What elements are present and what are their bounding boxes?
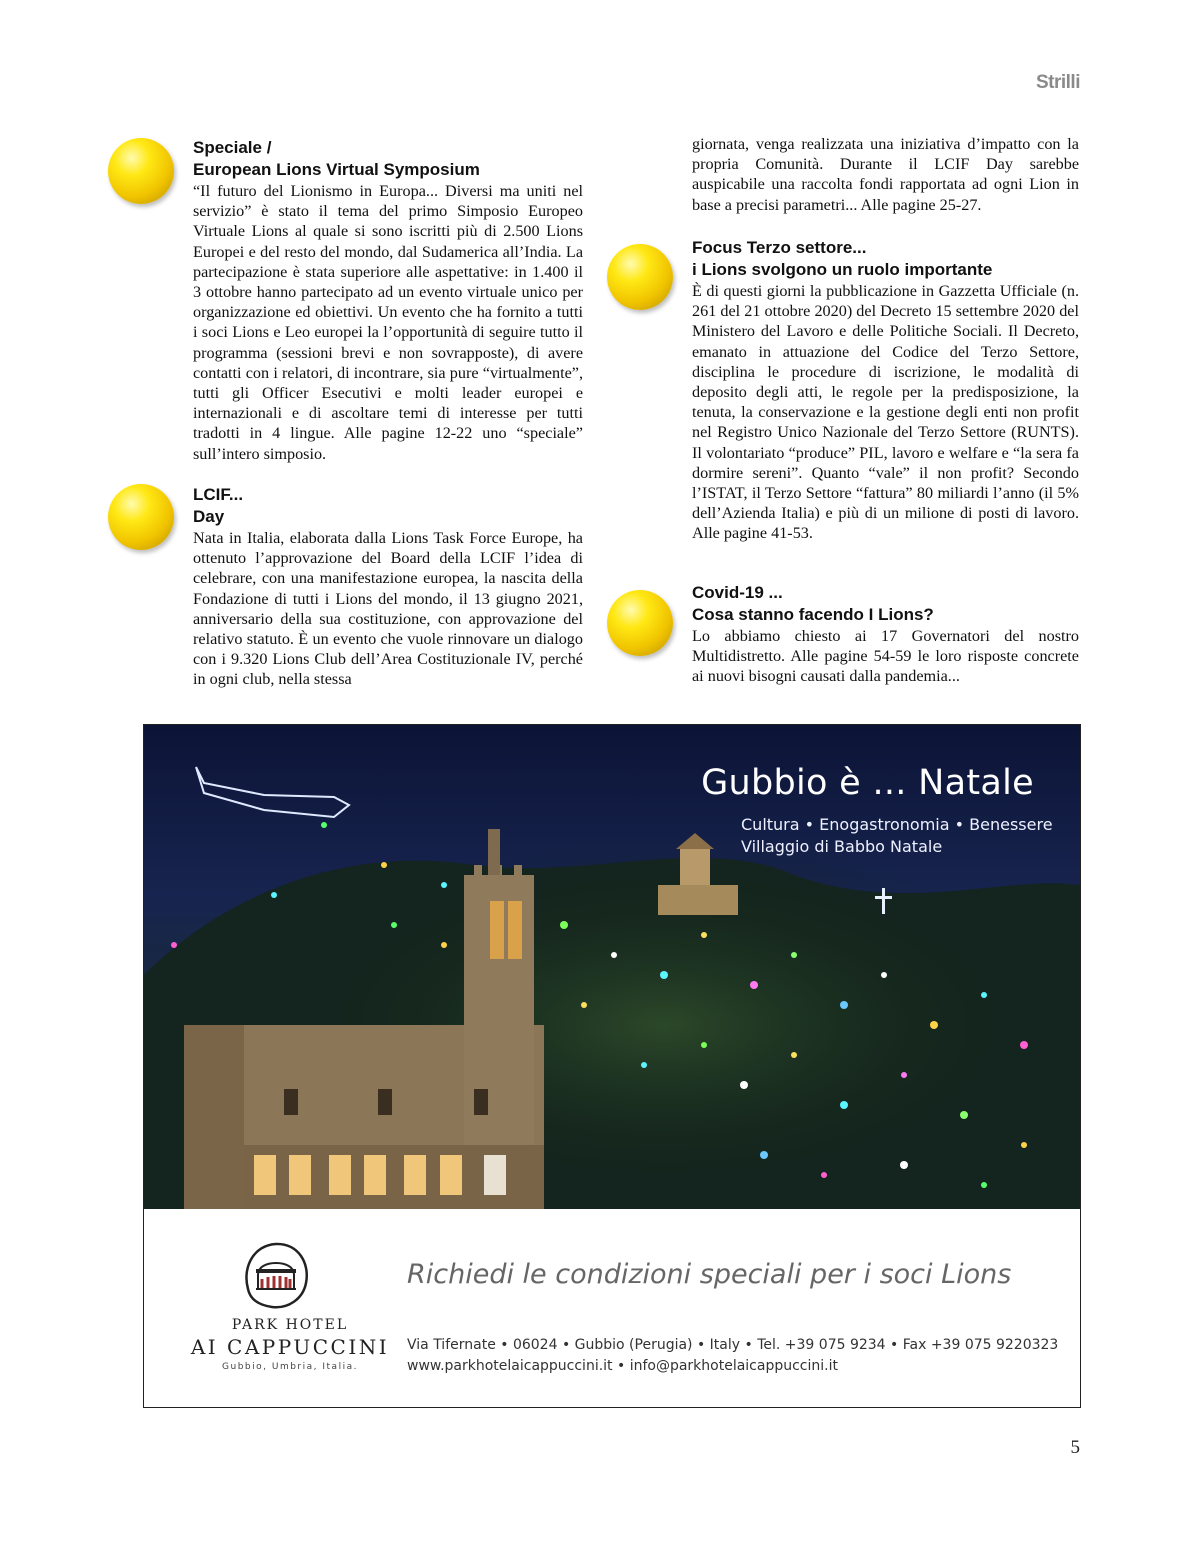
yellow-bullet-icon [607,590,673,656]
article-kicker: Covid-19 ... [692,583,783,602]
hotel-advertisement [143,724,1081,1408]
yellow-bullet-icon [108,138,174,204]
article-kicker: Focus Terzo settore... [692,238,867,257]
yellow-bullet-icon [108,484,174,550]
ad-slogan: Richiedi le condizioni speciali per i soci Lions [407,1259,1012,1290]
article-title: Day [193,507,225,526]
hotel-logo-icon [236,1237,316,1317]
hotel-name: PARK HOTEL [231,1317,349,1333]
ad-subtitle: Villaggio di Babbo Natale [741,837,943,856]
article-covid [692,582,1079,687]
article-lcif-day-continuation [692,134,1079,215]
article-speciale [193,137,583,464]
article-body: È di questi giorni la pubblicazione in Gazzetta Ufficiale (n. 261 del 21 ottobre 2020) del Decreto 15 settembre 2020 del Ministero del Lavoro e delle Politiche Sociali. Il Decreto, emanato in attuazione del Codice del Terzo Settore, disciplina le procedure di iscrizione, le modalità di deposito degli atti, le regole per la predisposizione, la tenuta, la conservazione e la gestione degli enti non profit nel Registro Unico Nazionale del Terzo Settore (RUNTS). Il volontariato “produce” PIL, lavoro e welfare e “la sera fa dormire sereni”. Quanto “vale” il non profit? Secondo l’ISTAT, il Terzo Settore “fattura” 80 miliardi l’anno (il 5% dell’Azienda Italia) e più di un milione di posti di lavoro. Alle pagine 41-53. [692,282,1079,543]
section-label: Strilli [1035,72,1080,93]
ad-title: Gubbio è ... Natale [701,763,1034,803]
yellow-bullet-icon [607,244,673,310]
gubbio-night-photo [144,725,1080,1209]
ad-web: www.parkhotelaicappuccini.it • info@parkhotelaicappuccini.it [407,1358,838,1374]
ad-address: Via Tifernate • 06024 • Gubbio (Perugia) • Italy • Tel. +39 075 9234 • Fax +39 075 9220323 [407,1337,1059,1353]
article-kicker: LCIF... [193,485,244,504]
article-body: giornata, venga realizzata una iniziativa d’impatto con la propria Comunità. Durante il LCIF Day sarebbe auspicabile una raccolta fondi rapportata ad ogni Lion in base a precisi parametri... Alle pagine 25-27. [692,135,1079,214]
hotel-location: Gubbio, Umbria, Italia. [222,1362,358,1372]
ad-subtitle: Cultura • Enogastronomia • Benessere [741,815,1053,834]
article-lcif-day [193,484,583,690]
article-kicker: Speciale / [193,138,272,157]
article-title: Cosa stanno facendo I Lions? [692,605,934,624]
article-terzo-settore [692,237,1079,544]
page-number: 5 [1070,1437,1080,1458]
article-body: “Il futuro del Lionismo in Europa... Diversi ma uniti nel servizio” è stato il tema del primo Simposio Europeo Virtuale Lions al quale si sono iscritti più di 2.500 Lions Europei e del resto del mondo, dal Sudamerica all’India. La partecipazione è stata superiore alle aspettative: in 1.400 il 3 ottobre hanno partecipato ad un evento virtuale unico per organizzazione ed obiettivi. Un evento che ha fornito a tutti i soci Lions e Leo europei la l’opportunità di seguire tutto il programma (sessioni brevi e non sovrapposte), di avere contatti con i relatori, di incontrare, sia pure “virtualmente”, tutti gli Officer Esecutivi e molti leader europei e internazionali e di ascoltare temi di interesse per tutti tradotti in 4 lingue. Alle pagine 12-22 uno “speciale” sull’intero simposio. [193,182,583,463]
article-body: Lo abbiamo chiesto ai 17 Governatori del nostro Multidistretto. Alle pagine 54-59 le loro risposte concrete ai nuovi bisogni causati dalla pandemia... [692,627,1079,686]
article-title: i Lions svolgono un ruolo importante [692,260,993,279]
article-body: Nata in Italia, elaborata dalla Lions Task Force Europe, ha ottenuto l’approvazione del Board della LCIF l’idea di celebrare, con una manifestazione europea, la nascita della Fondazione di tutti i Lions del mondo, il 13 giugno 2021, anniversario della sua costituzione, con approvazione del relativo statuto. È un evento che vuole rinnovare un dialogo con i 9.320 Lions Club dell’Area Costituzionale IV, perché in ogni club, nella stessa [193,529,583,689]
hotel-name-main: AI CAPPUCCINI [190,1335,390,1359]
article-title: European Lions Virtual Symposium [193,160,480,179]
